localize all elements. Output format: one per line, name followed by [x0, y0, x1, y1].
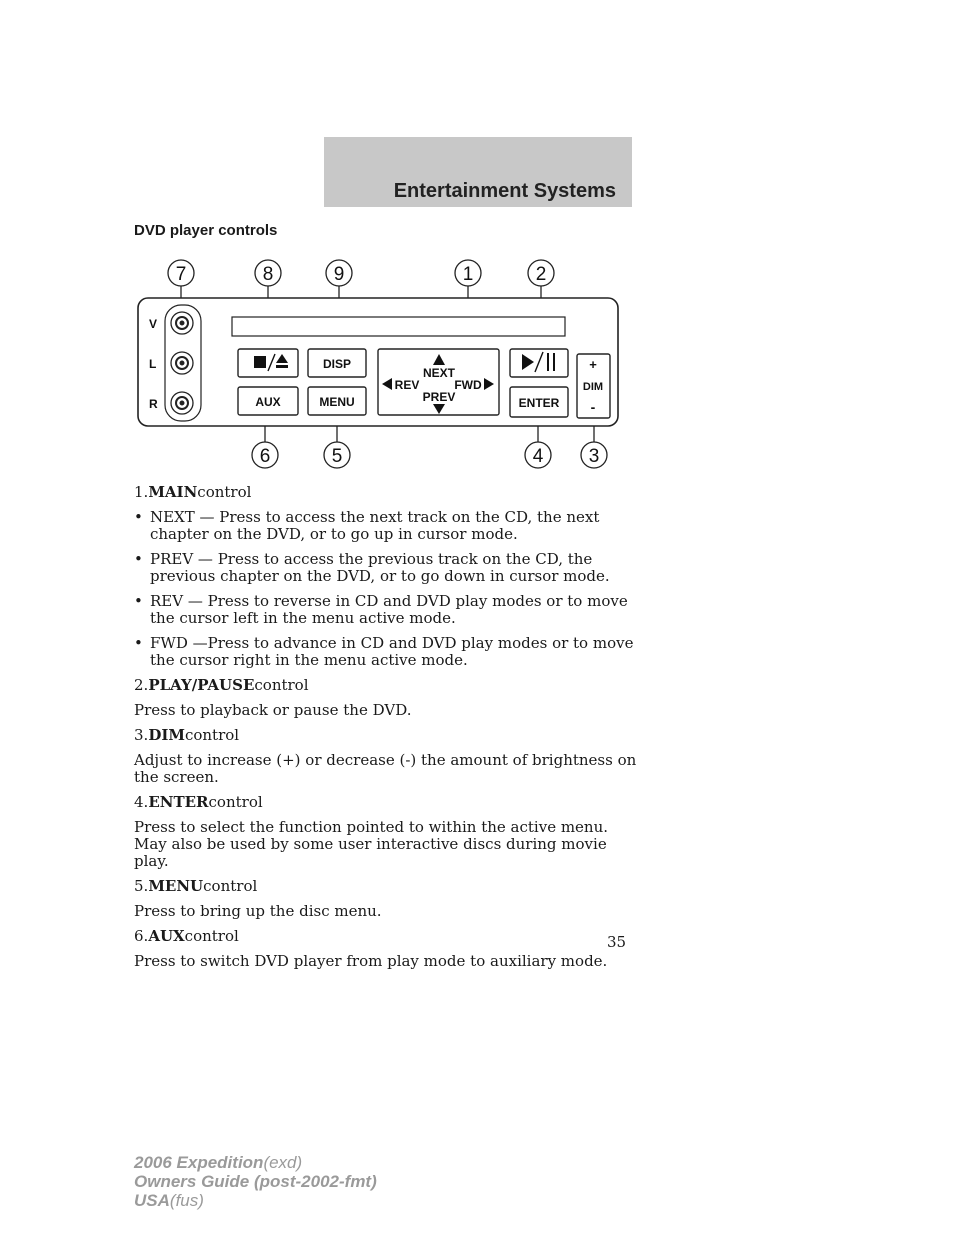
- dim-plus-label: +: [589, 357, 597, 372]
- stop-eject-button[interactable]: [238, 349, 298, 377]
- callout-1: 1: [462, 264, 474, 285]
- item-6-heading: 6.AUXcontrol: [134, 927, 239, 945]
- callout-3: 3: [588, 446, 600, 467]
- controls-description: [134, 484, 644, 978]
- item-1-heading: 1.MAINcontrol: [134, 483, 252, 501]
- header-band: [324, 137, 632, 207]
- fwd-label: FWD: [454, 378, 482, 392]
- prev-label: PREV: [422, 390, 456, 404]
- jack-label-r: R: [149, 397, 158, 411]
- item-3-text: Adjust to increase (+) or decrease (-) the amount of brightness on the screen.: [134, 751, 637, 786]
- disp-label: DISP: [322, 357, 352, 371]
- callout-4: 4: [532, 446, 544, 467]
- list-item: • PREV — Press to access the previous track on the CD, the previous chapter on the DVD, or to go down in cursor mode.: [134, 550, 610, 585]
- item-4-heading: 4.ENTERcontrol: [134, 793, 263, 811]
- item-5-text: Press to bring up the disc menu.: [134, 902, 382, 920]
- rev-label: REV: [394, 378, 420, 392]
- aux-label: AUX: [255, 395, 281, 409]
- dim-minus-label: -: [590, 399, 596, 415]
- next-label: NEXT: [422, 366, 456, 380]
- callout-7: 7: [175, 264, 187, 285]
- item-2-text: Press to playback or pause the DVD.: [134, 701, 412, 719]
- disc-slot: [232, 317, 565, 336]
- enter-label: ENTER: [518, 396, 560, 410]
- header-title: Entertainment Systems: [393, 180, 616, 202]
- jack-label-v: V: [149, 317, 158, 331]
- item-3-heading: 3.DIMcontrol: [134, 726, 240, 744]
- callout-8: 8: [262, 264, 274, 285]
- callout-6: 6: [259, 446, 271, 467]
- dim-label: DIM: [582, 381, 604, 393]
- item-2-heading: 2.PLAY/PAUSEcontrol: [134, 676, 309, 694]
- item-4-text: Press to select the function pointed to within the active menu. May also be used by some user interactive discs during movie play.: [134, 818, 609, 870]
- callout-9: 9: [333, 264, 345, 285]
- page-number: 35: [607, 933, 627, 951]
- jack-label-l: L: [149, 357, 157, 371]
- section-title: DVD player controls: [134, 222, 278, 239]
- footer: 2006 Expedition(exd) Owners Guide (post-2002-fmt) USA(fus): [134, 1153, 377, 1210]
- callout-5: 5: [331, 446, 343, 467]
- callout-2: 2: [535, 264, 547, 285]
- item-5-heading: 5.MENUcontrol: [134, 877, 258, 895]
- list-item: • FWD —Press to advance in CD and DVD play modes or to move the cursor right in the menu active mode.: [134, 634, 634, 669]
- menu-label: MENU: [319, 395, 355, 409]
- item-6-text: Press to switch DVD player from play mode to auxiliary mode.: [134, 952, 608, 970]
- dvd-controls-diagram: [134, 250, 634, 475]
- list-item: • REV — Press to reverse in CD and DVD play modes or to move the cursor left in the menu active mode.: [134, 592, 628, 627]
- item-1-name: MAIN: [148, 483, 198, 501]
- list-item: • NEXT — Press to access the next track on the CD, the next chapter on the DVD, or to go up in cursor mode.: [134, 508, 600, 543]
